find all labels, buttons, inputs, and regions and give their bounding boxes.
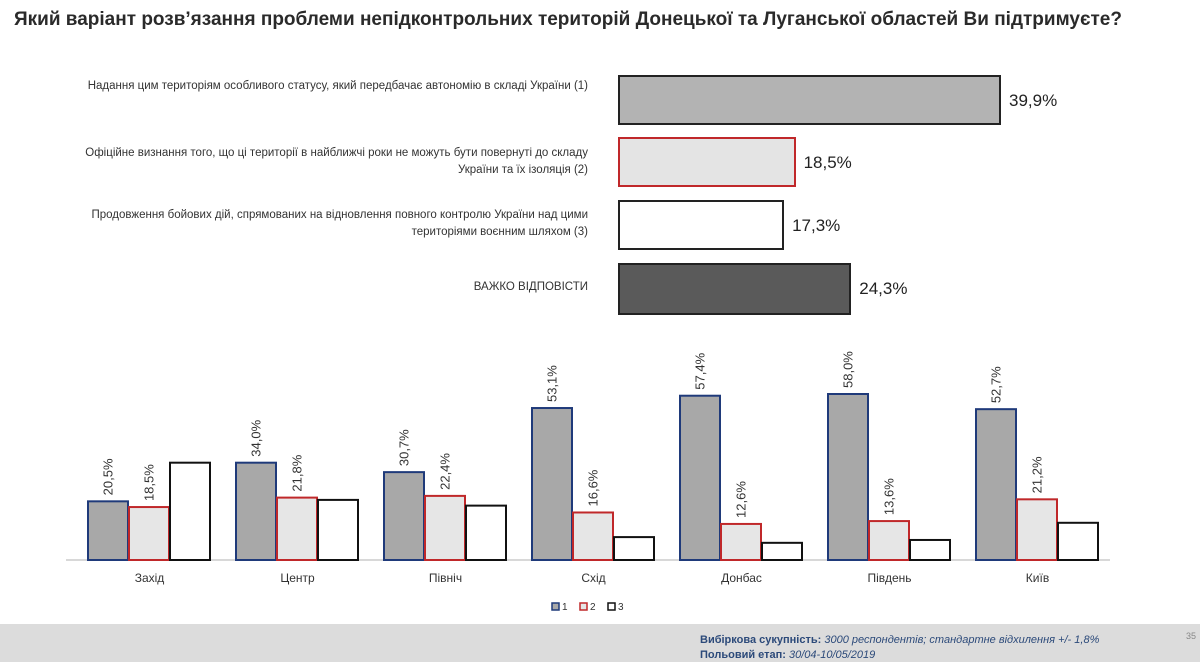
legend-label-2: 2 [590,602,596,613]
hbar-value-3: 17,3% [792,216,841,235]
data-label-Схід-series-2: 16,6% [585,469,601,507]
footer-stage-line [700,649,875,661]
data-label-Донбас-series-1: 57,4% [692,352,708,390]
hbar-2 [618,137,796,187]
page-number: 35 [1185,631,1196,641]
legend-label-3: 3 [618,602,624,613]
bar-Захід-series-1 [88,501,128,560]
hbar-4 [618,263,851,315]
data-label-Захід-series-2: 18,5% [141,464,157,502]
data-label-Київ-series-1: 52,7% [988,366,1004,404]
bar-Схід-series-3 [614,537,654,560]
category-label: Північ [428,571,463,585]
hbar-label-3: Продовження бойових дій, спрямованих на відновлення повного контролю України над цими територіями воєнним шляхом (3) [91,209,588,238]
bar-Північ-series-2 [425,496,465,560]
bar-Північ-series-1 [384,472,424,560]
bar-Донбас-series-2 [721,524,761,560]
legend-swatch-3 [608,603,615,610]
bar-Київ-series-3 [1058,523,1098,560]
chart-title: Який варіант розв’язання проблеми непідконтрольних територій Донецької та Луганської областей Ви підтримуєте? [14,9,1122,30]
bar-Центр-series-1 [236,463,276,560]
footer-stage-label: Польовий етап: [700,649,786,661]
hbar-1 [618,75,1001,125]
bar-Центр-series-3 [318,500,358,560]
legend-swatch-2 [580,603,587,610]
data-label-Київ-series-2: 21,2% [1029,456,1045,494]
regional-column-chart [0,340,1200,624]
footer-sample-value: 3000 респондентів; стандартне відхилення +/- 1,8% [824,634,1100,646]
bar-Захід-series-3 [170,463,210,560]
hbar-3 [618,200,784,250]
data-label-Північ-series-1: 30,7% [396,429,412,467]
bar-Київ-series-1 [976,409,1016,560]
category-label: Донбас [721,571,762,585]
legend-label-1: 1 [562,602,568,613]
bar-Донбас-series-1 [680,396,720,560]
hbar-value-4: 24,3% [859,279,908,298]
hbar-value-1: 39,9% [1009,91,1058,110]
data-label-Захід-series-1: 20,5% [100,458,116,496]
bar-Захід-series-2 [129,507,169,560]
footer-sample-label: Вибіркова сукупність: [700,634,822,646]
hbar-value-2: 18,5% [803,153,852,172]
bar-Центр-series-2 [277,498,317,560]
category-label: Схід [581,571,606,585]
data-label-Схід-series-1: 53,1% [544,365,560,403]
footer-sample-line [700,634,1099,646]
bar-Донбас-series-3 [762,543,802,560]
bar-Схід-series-1 [532,408,572,560]
category-label: Південь [867,571,912,585]
bar-Південь-series-2 [869,521,909,560]
hbar-label-1: Надання цим територіям особливого статусу, який передбачає автономію в складі України (1) [87,80,588,92]
legend-swatch-1 [552,603,559,610]
bar-Схід-series-2 [573,512,613,560]
data-label-Південь-series-2: 13,6% [881,478,897,516]
data-label-Центр-series-1: 34,0% [248,419,264,457]
category-label: Центр [280,571,315,585]
category-label: Захід [134,571,165,585]
bar-Південь-series-3 [910,540,950,560]
data-label-Північ-series-2: 22,4% [437,453,453,490]
data-label-Центр-series-2: 21,8% [289,454,305,492]
category-label: Київ [1025,571,1050,585]
data-label-Південь-series-1: 58,0% [840,351,856,388]
bar-Північ-series-3 [466,506,506,560]
footer-stage-value: 30/04-10/05/2019 [789,649,876,661]
hbar-label-2: Офіційне визнання того, що ці території в найближчі роки не можуть бути повернуті до складу України та їх ізоляція (2) [85,147,588,176]
footer [0,624,1200,662]
hbar-label-4: ВАЖКО ВІДПОВІСТИ [473,281,588,293]
bar-Київ-series-2 [1017,499,1057,560]
bar-Південь-series-1 [828,394,868,560]
data-label-Донбас-series-2: 12,6% [733,481,749,518]
